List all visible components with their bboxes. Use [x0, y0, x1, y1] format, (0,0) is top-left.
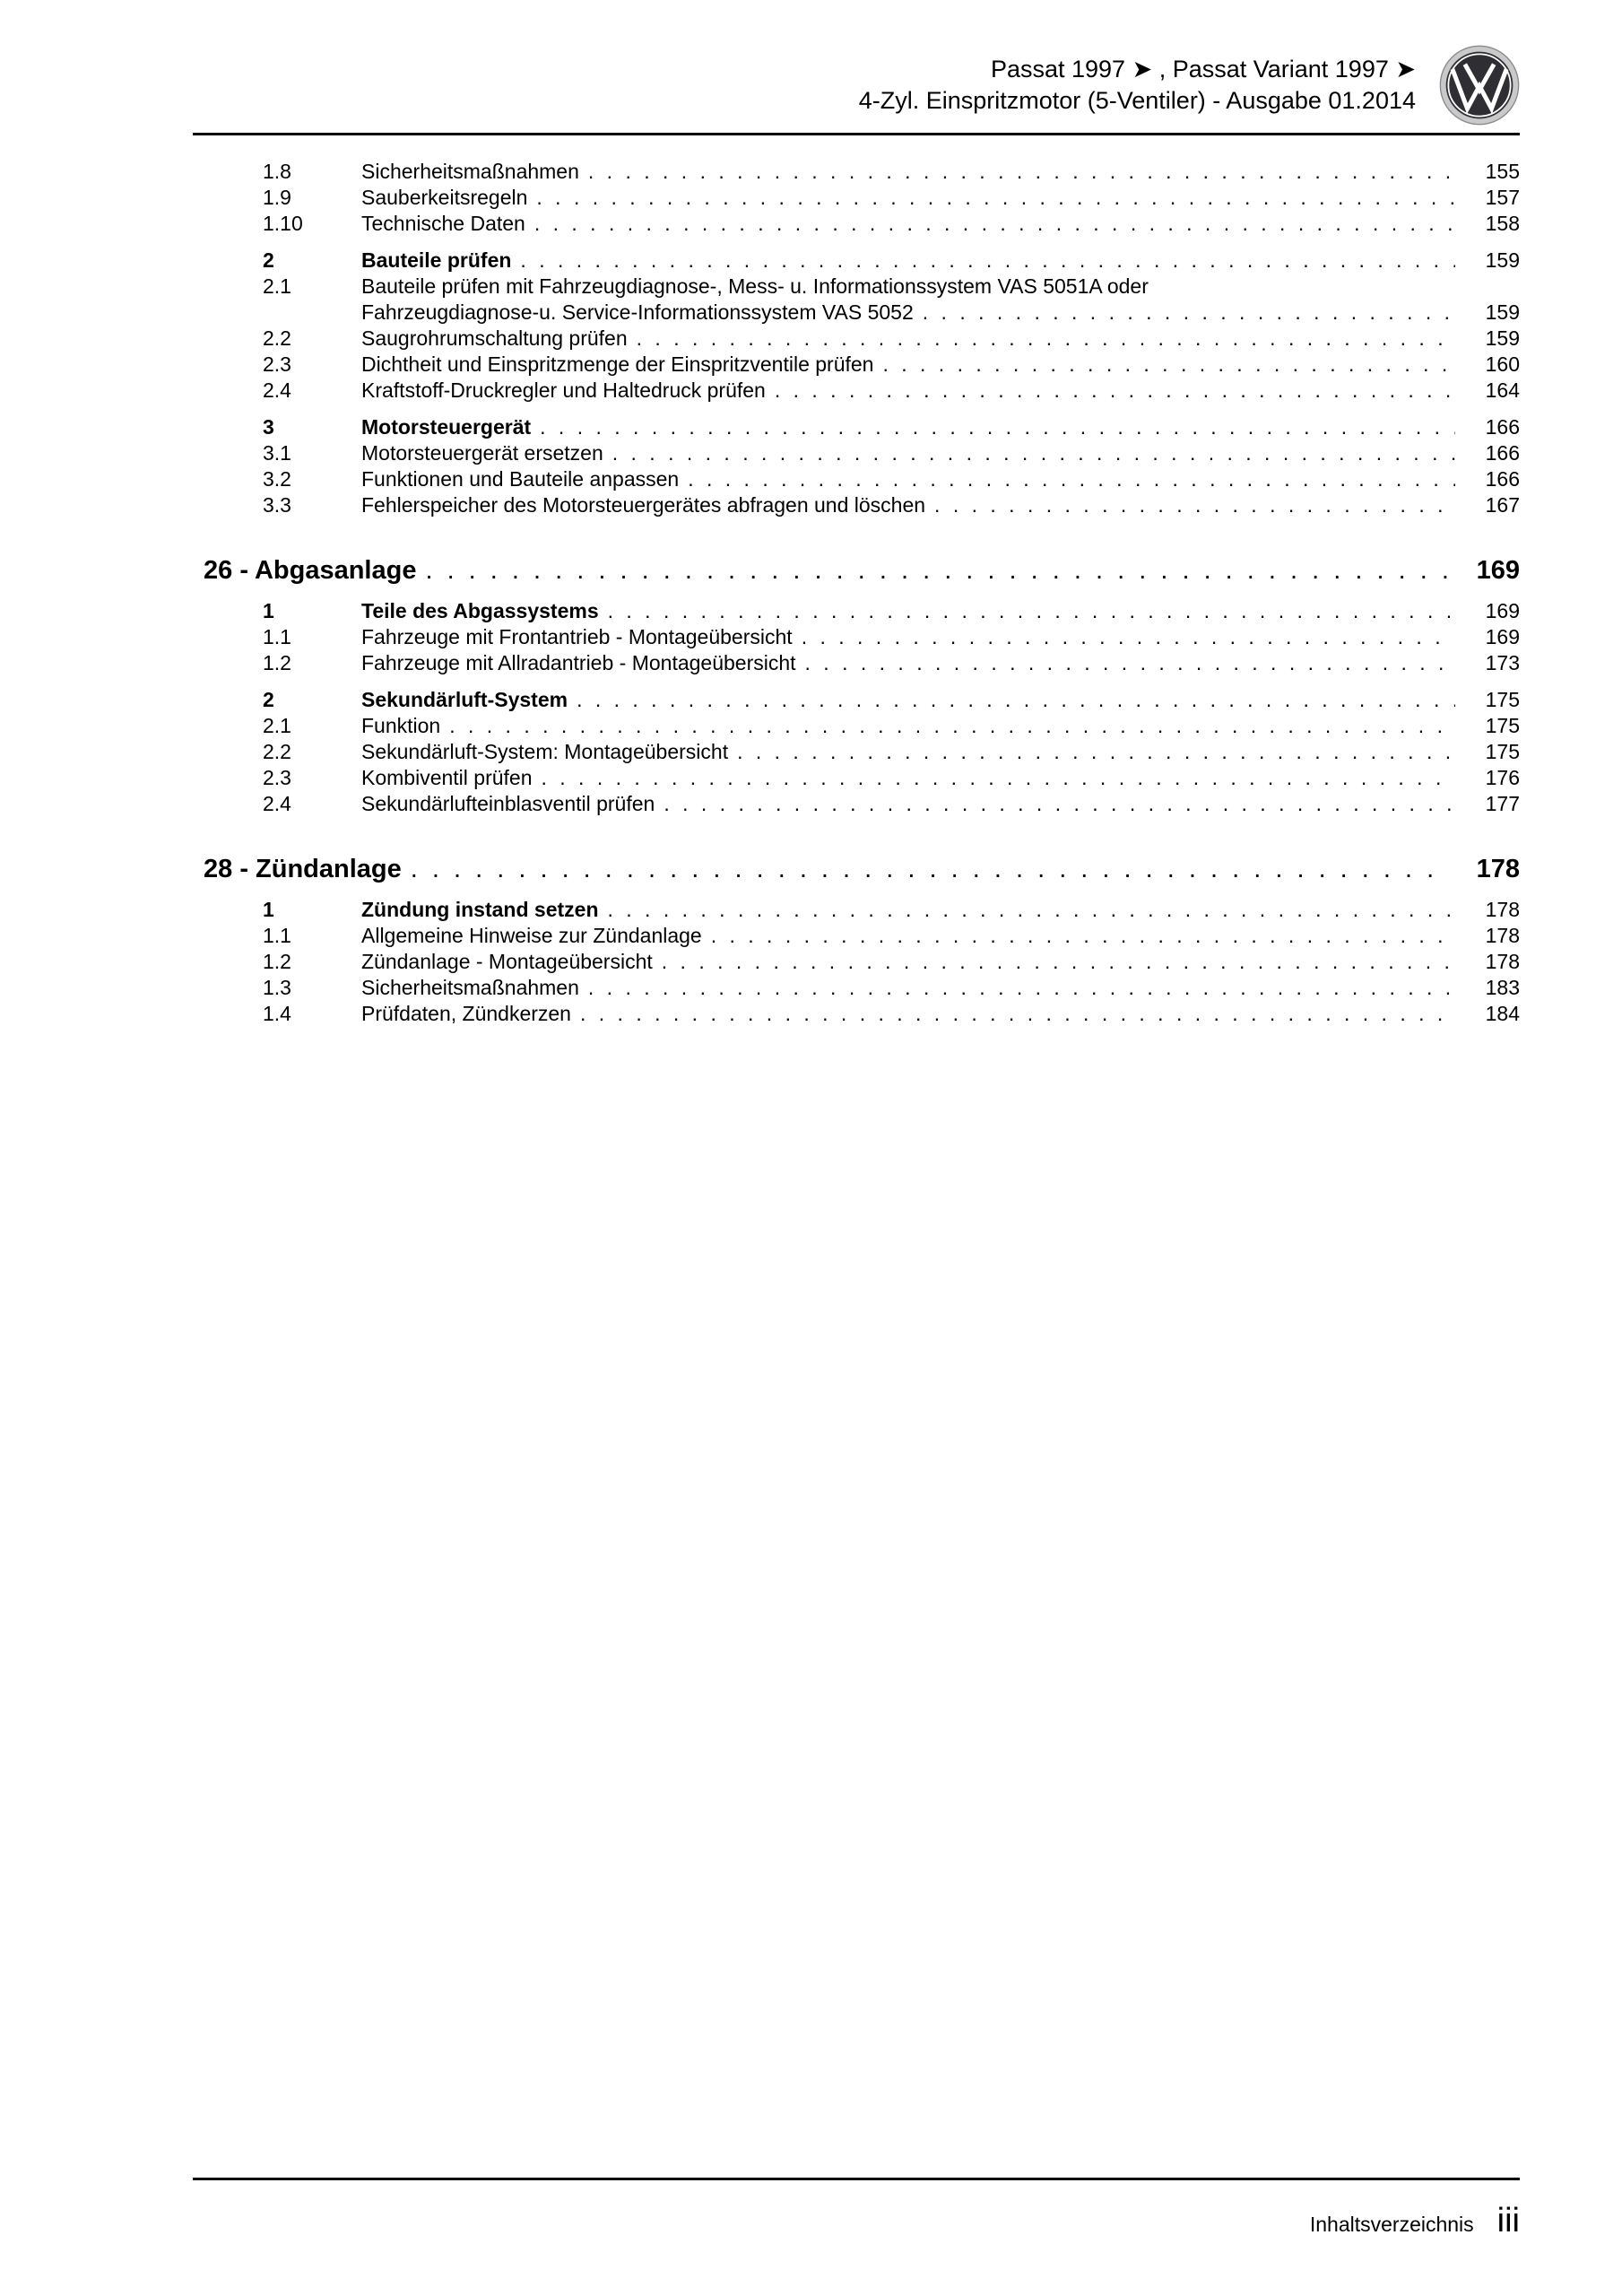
entry-title: Funktionen und Bauteile anpassen — [361, 467, 680, 491]
entry-page-number: 176 — [1485, 766, 1520, 789]
entry-page-number: 159 — [1485, 248, 1520, 272]
entry-number: 2 — [263, 688, 274, 711]
entry-title: Sicherheitsmaßnahmen — [361, 160, 579, 183]
entry-page-number: 175 — [1485, 714, 1520, 737]
dot-leader — [923, 300, 1455, 326]
entry-page-number: 173 — [1485, 651, 1520, 674]
dot-leader — [608, 897, 1456, 923]
entry-page-number: 175 — [1485, 740, 1520, 763]
entry-number: 1.1 — [263, 625, 291, 648]
toc-entry[interactable] — [193, 923, 1520, 949]
entry-body — [361, 274, 1520, 326]
entry-number: 1.8 — [263, 160, 291, 183]
entry-title: Dichtheit und Einspritzmenge der Einspritzventile prüfen — [361, 352, 874, 376]
toc-entry[interactable] — [193, 274, 1520, 326]
chapter-page-number: 178 — [1476, 855, 1520, 883]
entry-title: Prüfdaten, Zündkerzen — [361, 1002, 571, 1025]
dot-leader — [577, 687, 1455, 713]
dot-leader — [542, 765, 1456, 791]
entry-number: 1.3 — [263, 976, 291, 999]
entry-title: Teile des Abgassystems — [361, 599, 599, 622]
dot-leader — [536, 185, 1455, 211]
page-content — [193, 0, 1520, 1027]
entry-title: Sicherheitsmaßnahmen — [361, 976, 579, 999]
entry-page-number: 177 — [1485, 792, 1520, 815]
toc-entry[interactable] — [193, 466, 1520, 492]
chapter-page-number: 169 — [1476, 556, 1520, 585]
entry-number: 2.3 — [263, 766, 291, 789]
entry-page-number: 159 — [1485, 300, 1520, 324]
entry-number: 2.2 — [263, 326, 291, 350]
toc-entry[interactable] — [193, 159, 1520, 185]
dot-leader — [802, 624, 1455, 650]
header-engine-line: 4-Zyl. Einspritzmotor (5-Ventiler) - Ausgabe 01.2014 — [858, 87, 1416, 114]
entry-page-number: 184 — [1485, 1002, 1520, 1025]
toc-entry[interactable] — [193, 211, 1520, 237]
dot-leader — [882, 352, 1455, 378]
entry-page-number: 155 — [1485, 160, 1520, 183]
toc-entry[interactable] — [193, 326, 1520, 352]
header-divider — [193, 133, 1520, 135]
chapter-heading-label: 26 - Abgasanlage — [204, 556, 417, 585]
dot-leader — [588, 159, 1455, 185]
entry-number: 1.1 — [263, 924, 291, 947]
dot-leader — [711, 923, 1455, 949]
entry-page-number: 178 — [1485, 898, 1520, 921]
entry-number: 1 — [263, 898, 274, 921]
toc — [193, 159, 1520, 1027]
entry-number: 3.1 — [263, 441, 291, 465]
toc-entry[interactable] — [193, 414, 1520, 440]
footer-page-number: iii — [1496, 2202, 1520, 2239]
dot-leader — [534, 211, 1455, 237]
entry-page-number: 166 — [1485, 441, 1520, 465]
toc-entry[interactable] — [193, 687, 1520, 713]
dot-leader — [775, 378, 1455, 404]
dot-leader — [449, 713, 1455, 739]
vw-logo-icon — [1439, 45, 1520, 126]
toc-chapter-heading[interactable] — [193, 855, 1520, 884]
entry-page-number: 175 — [1485, 688, 1520, 711]
dot-leader — [425, 556, 1448, 586]
header-model-line: Passat 1997 ➤ , Passat Variant 1997 ➤ — [990, 56, 1416, 83]
toc-chapter-heading[interactable] — [193, 556, 1520, 586]
dot-leader — [662, 949, 1455, 975]
entry-title: Sekundärlufteinblasventil prüfen — [361, 792, 655, 815]
dot-leader — [612, 440, 1455, 466]
entry-title: Motorsteuergerät — [361, 415, 532, 439]
dot-leader — [688, 466, 1455, 492]
dot-leader — [588, 975, 1455, 1001]
entry-number: 2.2 — [263, 740, 291, 763]
entry-title: Bauteile prüfen — [361, 248, 512, 272]
dot-leader — [520, 248, 1455, 274]
entry-title: Technische Daten — [361, 212, 525, 235]
entry-number: 2.3 — [263, 352, 291, 376]
entry-title: Funktion — [361, 714, 441, 737]
dot-leader — [664, 791, 1455, 817]
entry-number: 1 — [263, 599, 274, 622]
entry-number: 1.4 — [263, 1002, 291, 1025]
entry-page-number: 160 — [1485, 352, 1520, 376]
toc-entry[interactable] — [193, 185, 1520, 211]
toc-entry[interactable] — [193, 352, 1520, 378]
toc-entry[interactable] — [193, 248, 1520, 274]
toc-entry[interactable] — [193, 598, 1520, 624]
footer-divider — [193, 2178, 1520, 2180]
dot-leader — [608, 598, 1455, 624]
toc-entry[interactable] — [193, 440, 1520, 466]
entry-number: 1.10 — [263, 212, 303, 235]
dot-leader — [737, 739, 1455, 765]
toc-entry[interactable] — [193, 949, 1520, 975]
header-title-block — [859, 54, 1416, 117]
toc-entry[interactable] — [193, 765, 1520, 791]
toc-entry[interactable] — [193, 791, 1520, 817]
entry-number: 3.3 — [263, 493, 291, 517]
entry-page-number: 183 — [1485, 976, 1520, 999]
dot-leader — [580, 1001, 1455, 1027]
toc-entry[interactable] — [193, 492, 1520, 518]
entry-page-number: 164 — [1485, 378, 1520, 402]
entry-page-number: 157 — [1485, 186, 1520, 209]
entry-title: Kraftstoff-Druckregler und Haltedruck prüfen — [361, 378, 766, 402]
page-footer — [193, 2178, 1520, 2240]
toc-entry[interactable] — [193, 713, 1520, 739]
entry-page-number: 178 — [1485, 924, 1520, 947]
entry-title: Motorsteuergerät ersetzen — [361, 441, 603, 465]
chapter-heading-label: 28 - Zündanlage — [204, 855, 402, 883]
entry-title: Zündanlage - Montageübersicht — [361, 950, 653, 973]
toc-entry[interactable] — [193, 650, 1520, 676]
toc-entry[interactable] — [193, 378, 1520, 404]
entry-number: 2.4 — [263, 792, 291, 815]
entry-title: Fehlerspeicher des Motorsteuergerätes abfragen und löschen — [361, 493, 926, 517]
entry-number: 1.2 — [263, 651, 291, 674]
entry-page-number: 169 — [1485, 599, 1520, 622]
toc-entry[interactable] — [193, 897, 1520, 923]
entry-number: 2.1 — [263, 274, 291, 298]
dot-leader — [540, 414, 1455, 440]
entry-page-number: 158 — [1485, 212, 1520, 235]
entry-page-number: 166 — [1485, 415, 1520, 439]
toc-entry[interactable] — [193, 739, 1520, 765]
entry-number: 3 — [263, 415, 274, 439]
entry-title: Fahrzeuge mit Allradantrieb - Montageübersicht — [361, 651, 796, 674]
toc-entry[interactable] — [193, 624, 1520, 650]
dot-leader — [411, 855, 1448, 884]
entry-number: 2.1 — [263, 714, 291, 737]
dot-leader — [805, 650, 1455, 676]
entry-title-continued: Fahrzeugdiagnose-u. Service-Informationssystem VAS 5052 — [361, 300, 914, 324]
entry-title: Saugrohrumschaltung prüfen — [361, 326, 628, 350]
entry-number: 1.9 — [263, 186, 291, 209]
dot-leader — [934, 492, 1455, 518]
entry-title: Allgemeine Hinweise zur Zündanlage — [361, 924, 702, 947]
entry-page-number: 166 — [1485, 467, 1520, 491]
entry-number: 2.4 — [263, 378, 291, 402]
entry-number: 3.2 — [263, 467, 291, 491]
toc-entry[interactable] — [193, 975, 1520, 1001]
entry-title-continued-line — [361, 300, 1520, 326]
entry-title: Kombiventil prüfen — [361, 766, 533, 789]
toc-entry[interactable] — [193, 1001, 1520, 1027]
footer-text — [193, 2202, 1520, 2240]
entry-title: Sauberkeitsregeln — [361, 186, 528, 209]
entry-page-number: 159 — [1485, 326, 1520, 350]
entry-title: Sekundärluft-System — [361, 688, 568, 711]
footer-section-label: Inhaltsverzeichnis — [1309, 2213, 1474, 2236]
entry-number: 1.2 — [263, 950, 291, 973]
entry-title: Sekundärluft-System: Montageübersicht — [361, 740, 729, 763]
entry-title: Zündung instand setzen — [361, 898, 599, 921]
entry-title: Bauteile prüfen mit Fahrzeugdiagnose-, Mess- u. Informationssystem VAS 5051A oder — [361, 274, 1149, 298]
page-header — [193, 0, 1520, 126]
entry-number: 2 — [263, 248, 274, 272]
entry-page-number: 167 — [1485, 493, 1520, 517]
dot-leader — [637, 326, 1455, 352]
entry-title: Fahrzeuge mit Frontantrieb - Montageübersicht — [361, 625, 793, 648]
entry-page-number: 178 — [1485, 950, 1520, 973]
entry-page-number: 169 — [1485, 625, 1520, 648]
